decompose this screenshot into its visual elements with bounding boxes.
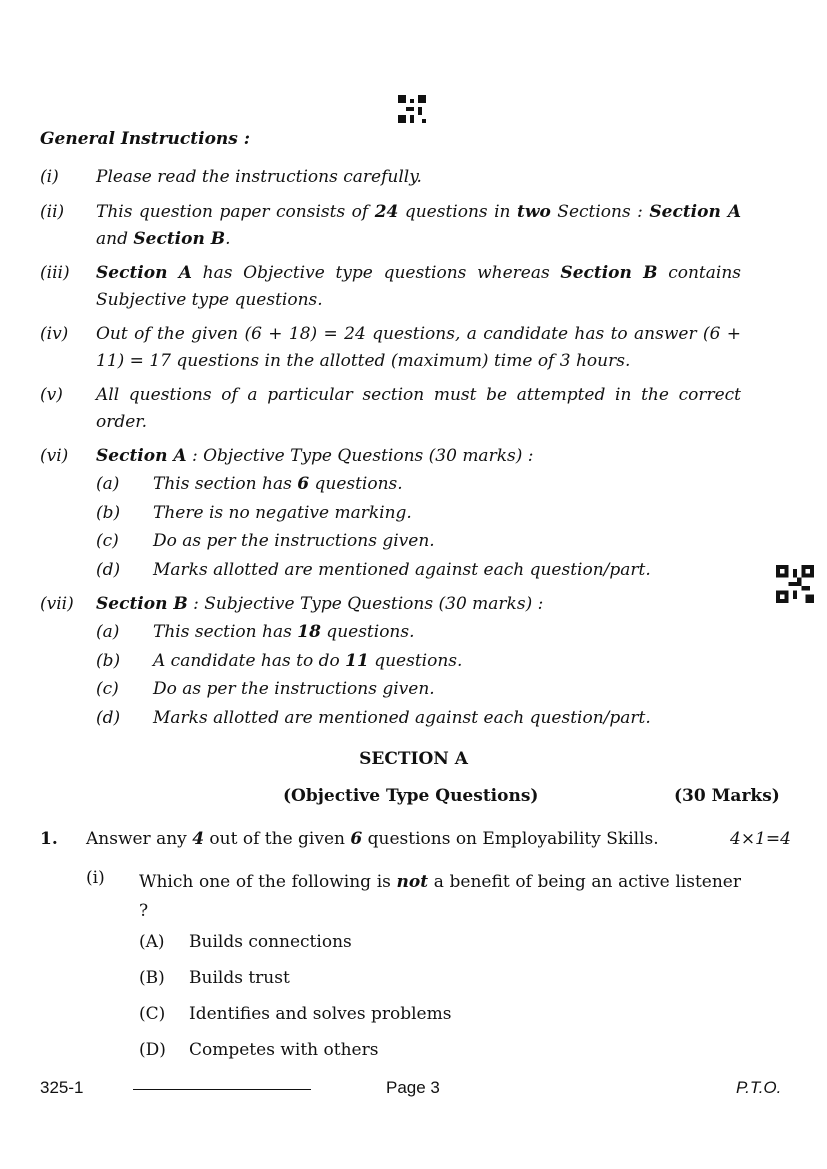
text-run: This section has <box>153 622 298 642</box>
sub-item-label: (d) <box>96 707 121 728</box>
text-run: Marks allotted are mentioned against each question/part. <box>153 559 651 580</box>
instruction-text <box>96 260 741 314</box>
sub-item-label: (a) <box>96 474 120 494</box>
instruction-text <box>96 164 741 191</box>
section-info-heading <box>96 591 741 618</box>
sub-item-text <box>153 500 412 527</box>
text-run: Do as per the instructions given. <box>153 531 435 551</box>
subquestion-text: Which one of the following is not a benefit of being an active listener ? <box>139 872 741 921</box>
instruction-text <box>96 321 741 375</box>
text-run: This section has <box>153 474 298 494</box>
instruction-number: (vii) <box>40 594 74 614</box>
paper-code: 325-1 <box>40 1078 84 1097</box>
footer-rule <box>133 1089 311 1090</box>
sub-item-text <box>153 528 435 555</box>
question-text: Answer any 4 out of the given 6 questions on Employability Skills. <box>86 829 659 849</box>
instruction-text <box>96 199 741 253</box>
text-run: questions. <box>320 622 415 642</box>
text-run: 24 <box>374 202 399 222</box>
section-info-heading <box>96 443 741 470</box>
sub-item-label: (b) <box>96 502 121 523</box>
instruction-number: (iii) <box>40 263 70 283</box>
text-run: Sections : <box>550 202 650 222</box>
sub-item-text <box>153 705 651 732</box>
instruction-number: (i) <box>40 167 59 187</box>
general-instructions-title: General Instructions : <box>40 129 251 149</box>
text-run: Marks allotted are mentioned against each question/part. <box>153 707 651 728</box>
section-info-text: : Objective Type Questions (30 marks) : <box>186 446 534 466</box>
text-run: Section B <box>133 229 226 249</box>
text-run: Section B <box>560 263 658 283</box>
text-run: contains Subjective type questions. <box>96 263 741 310</box>
option-label: (A) <box>139 932 165 952</box>
instruction-number: (v) <box>40 385 63 405</box>
option-text: Builds connections <box>189 932 352 952</box>
option-label: (C) <box>139 1004 166 1024</box>
subquestion-number: (i) <box>86 868 105 888</box>
option-text: Competes with others <box>189 1040 379 1060</box>
text-run: Section A <box>96 263 192 283</box>
text-run: This question paper consists of <box>96 202 375 222</box>
instruction-number: (ii) <box>40 202 65 222</box>
page-number: Page 3 <box>386 1078 440 1097</box>
question-number: 1. <box>40 829 58 849</box>
text-run: questions. <box>309 474 403 494</box>
text-run: and <box>96 229 134 249</box>
sub-item-label: (c) <box>96 531 119 551</box>
section-marks: (30 Marks) <box>674 786 780 806</box>
text-run: 18 <box>297 622 321 642</box>
option-text: Identifies and solves problems <box>189 1004 452 1024</box>
section-label: Section B <box>96 594 188 614</box>
option-text: Builds trust <box>189 968 290 988</box>
text-run: Section A <box>649 202 742 222</box>
sub-item-label: (d) <box>96 559 121 580</box>
objective-heading: (Objective Type Questions) <box>283 786 539 806</box>
instruction-number: (iv) <box>40 324 69 344</box>
question-marks: 4×1=4 <box>730 829 791 849</box>
text-run: questions. <box>368 650 463 671</box>
section-a-heading: SECTION A <box>359 749 468 769</box>
text-run: A candidate has to do <box>153 650 346 671</box>
text-run: 6 <box>297 474 310 494</box>
text-run: two <box>516 202 551 222</box>
sub-item-label: (c) <box>96 679 119 699</box>
sub-item-text <box>153 557 651 584</box>
sub-item-text <box>153 676 435 703</box>
section-info-text: : Subjective Type Questions (30 marks) : <box>187 594 544 614</box>
sub-item-label: (a) <box>96 622 120 642</box>
text-run: has Objective type questions whereas <box>191 263 561 283</box>
qr-code-side <box>776 565 814 603</box>
text-run: Please read the instructions carefully. <box>96 167 422 187</box>
text-run: questions in <box>398 202 517 222</box>
section-label: Section A <box>96 446 187 466</box>
text-run: Do as per the instructions given. <box>153 679 435 699</box>
option-label: (B) <box>139 968 165 988</box>
sub-item-text <box>153 471 403 498</box>
instruction-text <box>96 382 741 436</box>
sub-item-text <box>153 648 462 675</box>
sub-item-text <box>153 619 415 646</box>
sub-item-label: (b) <box>96 650 121 671</box>
text-run: There is no negative marking. <box>153 502 412 523</box>
instruction-number: (vi) <box>40 446 69 466</box>
text-run: All questions of a particular section must be attempted in the correct order. <box>96 385 741 432</box>
qr-code-top <box>398 95 426 123</box>
option-label: (D) <box>139 1040 166 1060</box>
text-run: . <box>225 229 231 249</box>
text-run: Out of the given (6 + 18) = 24 questions, a candidate has to answer (6 + 11) = 17 questions in the allotted (maximum) time of 3 hours. <box>96 324 741 371</box>
text-run: 11 <box>345 650 369 671</box>
pto-label: P.T.O. <box>736 1078 782 1097</box>
